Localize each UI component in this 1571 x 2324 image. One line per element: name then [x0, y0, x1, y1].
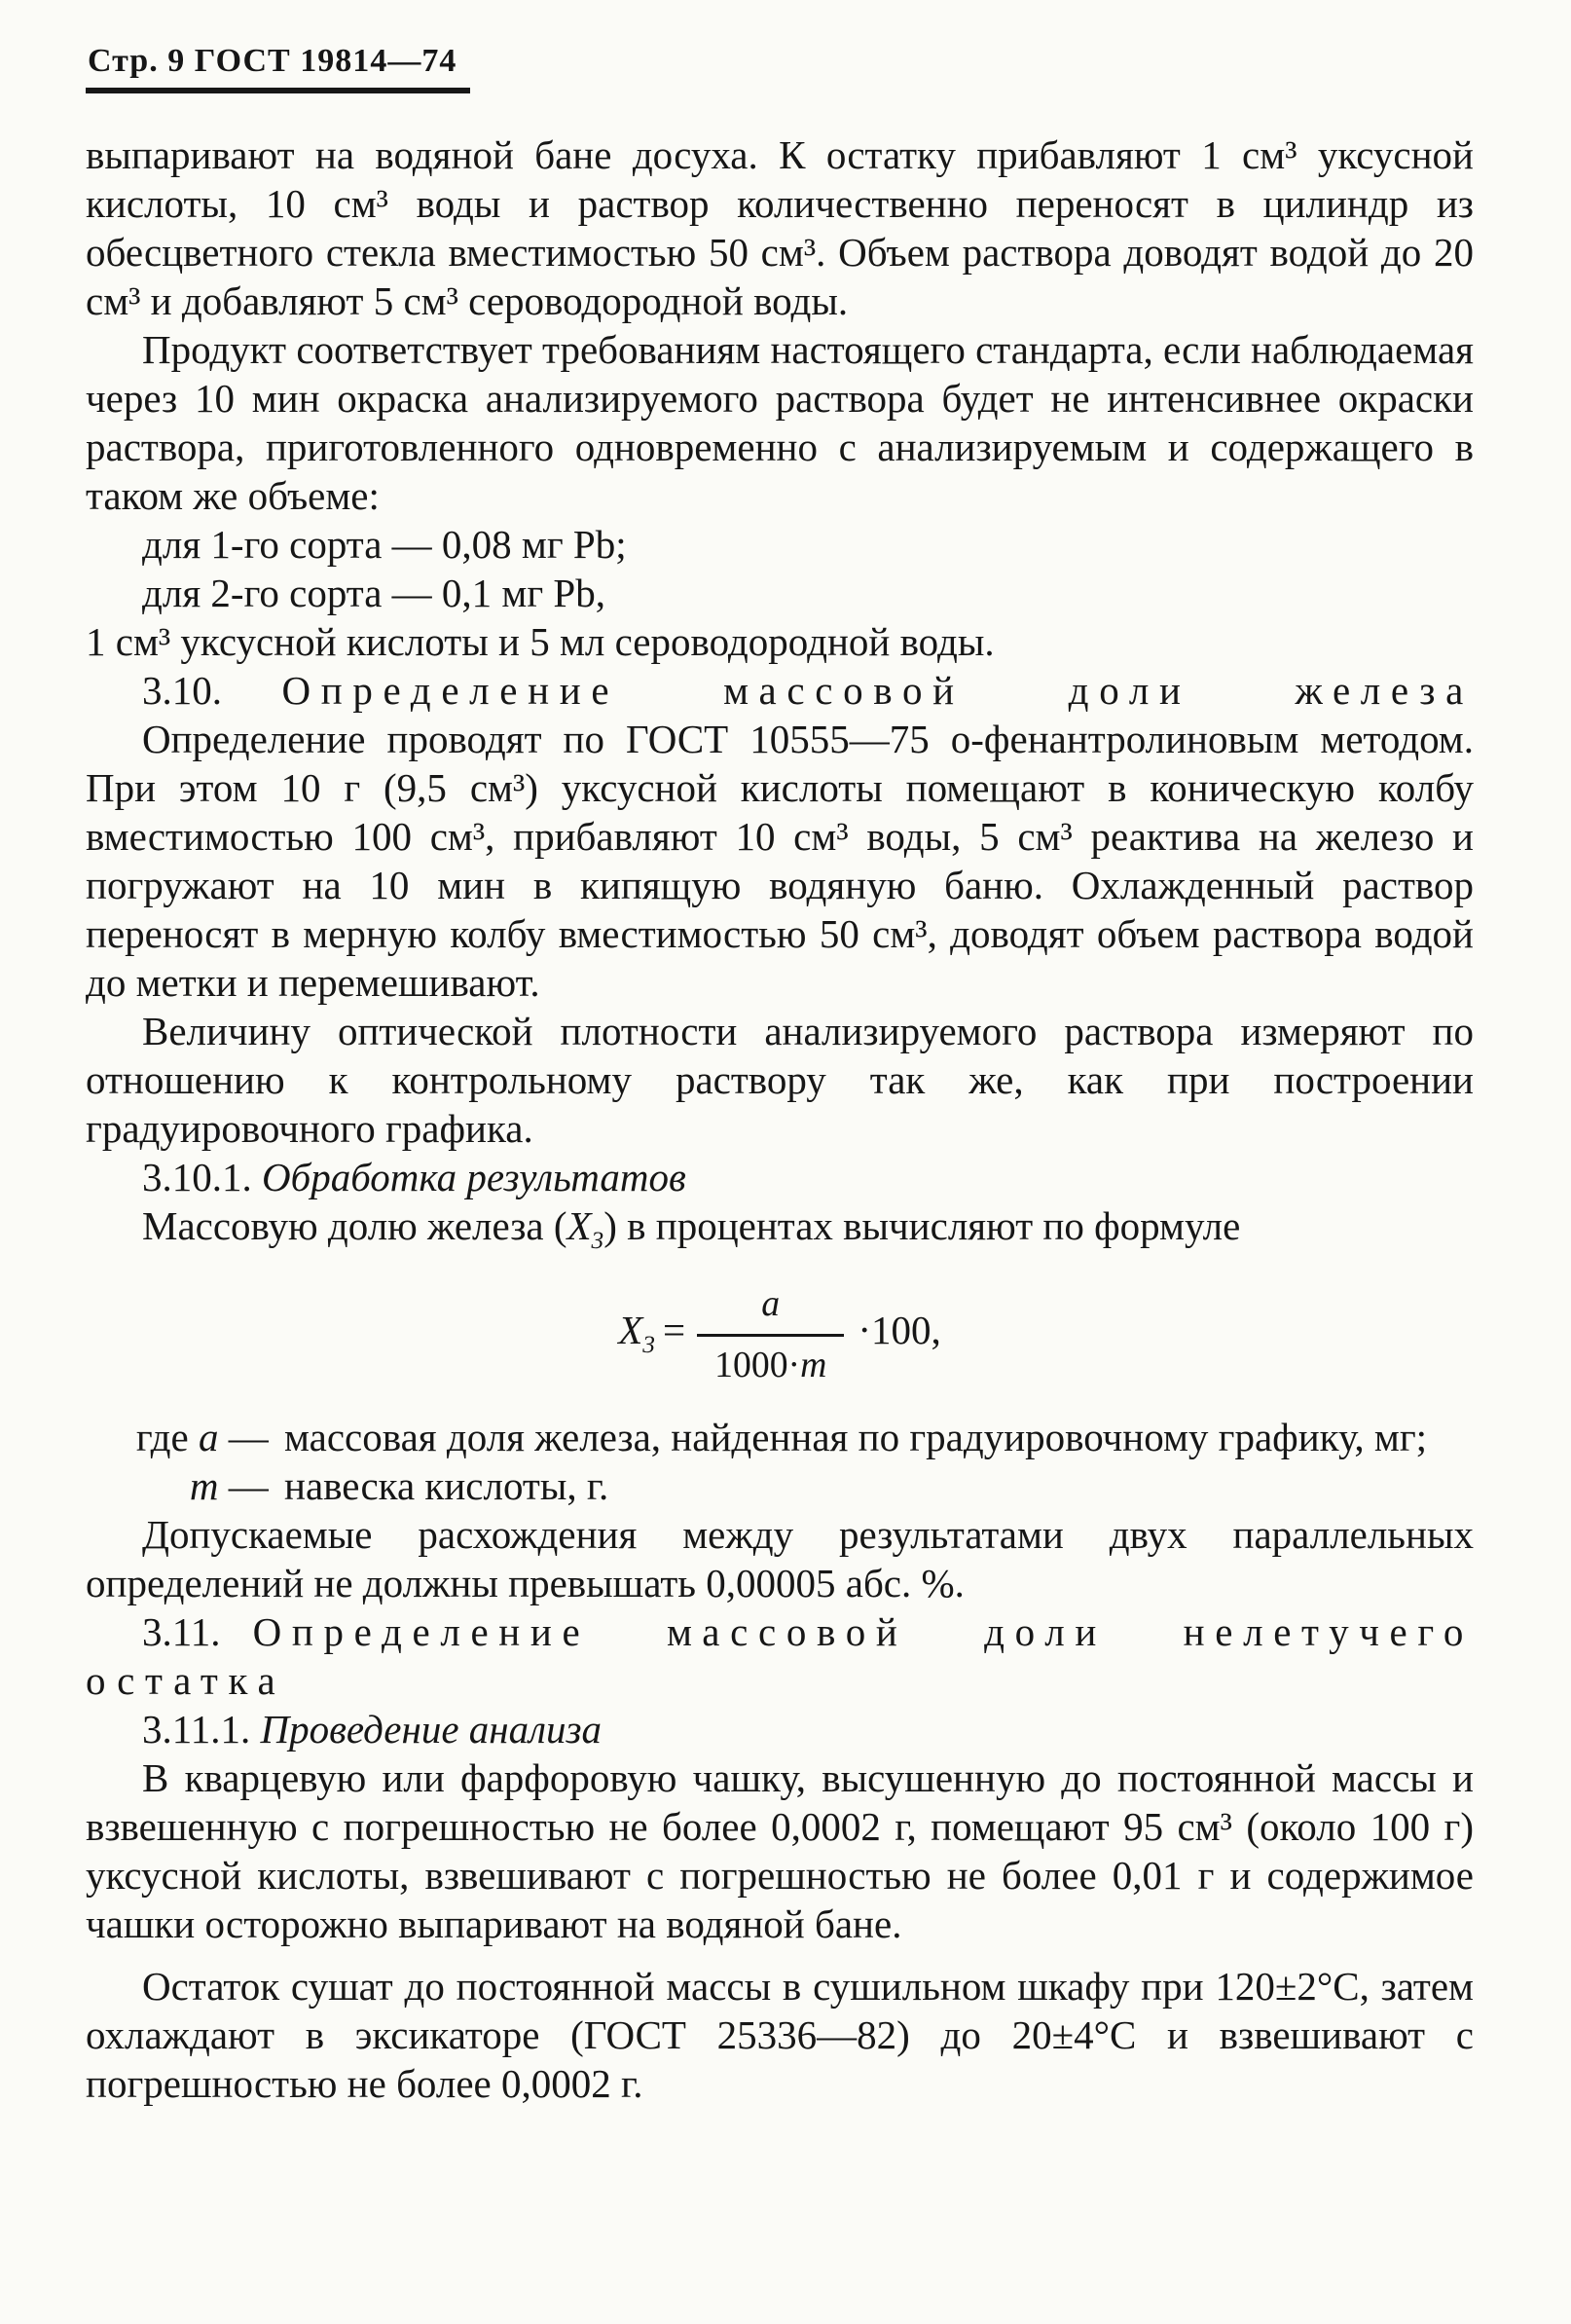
list-item-grade-2: для 2-го сорта — 0,1 мг Pb,: [142, 571, 605, 615]
subsection-number: 3.10.1.: [142, 1155, 252, 1199]
paragraph-product-requirements: Продукт соответствует требованиям настоящего стандарта, если наблюдаемая через 10 мин окраска анализируемого раствора будет не интенсивнее окраски раствора, приготовленного одновременно с анализируемым и содержащего в таком же объеме:: [86, 327, 1474, 518]
formula-multiplier: ·100,: [858, 1307, 941, 1352]
formula-intro-text-tail: ) в процентах вычисляют по формуле: [603, 1203, 1241, 1248]
legend-variable-a: a: [199, 1415, 219, 1459]
legend-term-m: [101, 1461, 278, 1510]
legend-dash: —: [218, 1415, 278, 1459]
page-header: [86, 43, 1474, 93]
legend-dash: —: [218, 1463, 278, 1508]
legend-description-a: массовая доля железа, найденная по градуировочному графику, мг;: [284, 1415, 1428, 1459]
paragraph-allowed-discrepancy: Допускаемые расхождения между результатами двух параллельных определений не должны превышать 0,00005 абс. %.: [86, 1512, 1474, 1605]
paragraph-formula-intro: [86, 1201, 1474, 1255]
variable-letter: X: [566, 1203, 592, 1248]
legend-where-word: где: [135, 1415, 199, 1459]
paragraph-acid-and-water: 1 см³ уксусной кислоты и 5 мл сероводородной воды.: [86, 619, 995, 664]
subsection-heading-3-10-1: [86, 1153, 1474, 1201]
paragraph-residue-drying: Остаток сушат до постоянной массы в сушильном шкафу при 120±2°С, затем охлаждают в эксикаторе (ГОСТ 25336—82) до 20±4°С и взвешивают с погрешностью не более 0,0002 г.: [86, 1964, 1474, 2106]
subsection-heading-3-11-1: [86, 1705, 1474, 1753]
subsection-number: 3.11.1.: [142, 1707, 251, 1752]
fraction: [697, 1279, 844, 1389]
paragraph-evaporation: выпаривают на водяной бане досуха. К остатку прибавляют 1 см³ уксусной кислоты, 10 см³ воды и раствор количественно переносят в цилиндр из обесцветного стекла вместимостью 50 см³. Объем раствора доводят водой до 20 см³ и добавляют 5 см³ сероводородной воды.: [86, 132, 1474, 323]
list-item-grade-1: для 1-го сорта — 0,08 мг Pb;: [142, 522, 627, 567]
legend-row-m: [101, 1461, 1474, 1510]
fraction-denominator: [697, 1337, 844, 1389]
formula-intro-text: Массовую долю железа (: [142, 1203, 567, 1248]
section-title: Определение массовой доли железа: [281, 668, 1474, 713]
fraction-numerator: a: [697, 1279, 844, 1337]
denominator-variable: m: [800, 1345, 827, 1385]
legend-description-m: навеска кислоты, г.: [284, 1463, 609, 1508]
page-header-label: Стр. 9 ГОСТ 19814—74: [86, 43, 470, 93]
variable-x3: [566, 1203, 604, 1255]
variable-subscript: 3: [591, 1227, 604, 1255]
formula-variable-subscript: 3: [642, 1331, 655, 1359]
legend-variable-m: m: [189, 1463, 219, 1508]
equals-sign: =: [662, 1307, 686, 1352]
subsection-title: Проведение анализа: [260, 1707, 603, 1752]
formula-variable-letter: X: [618, 1307, 643, 1352]
document-content: [86, 130, 1474, 2108]
subsection-title: Обработка результатов: [262, 1155, 686, 1199]
paragraph-analysis-procedure: В кварцевую или фарфоровую чашку, высушенную до постоянной массы и взвешенную с погрешностью не более 0,0002 г, помещают 95 см³ (около 100 г) уксусной кислоты, взвешивают с погрешностью не более 0,01 г и содержимое чашки осторожно выпаривают на водяной бане.: [86, 1755, 1474, 1946]
formula-lhs-variable: [618, 1307, 655, 1359]
formula-legend: [101, 1413, 1474, 1510]
legend-row-a: [101, 1413, 1474, 1461]
denominator-coefficient: 1000·: [714, 1345, 801, 1385]
section-title: Определение массовой доли нелетучего остатка: [86, 1609, 1474, 1703]
legend-term-a: [101, 1413, 278, 1461]
section-heading-3-10: [86, 666, 1474, 715]
paragraph-iron-determination: Определение проводят по ГОСТ 10555—75 о-фенантролиновым методом. При этом 10 г (9,5 см³) уксусной кислоты помещают в коническую колбу вместимостью 100 см³, прибавляют 10 см³ воды, 5 см³ реактива на железо и погружают на 10 мин в кипящую водяную баню. Охлажденный раствор переносят в мерную колбу вместимостью 50 см³, доводят объем раствора водой до метки и перемешивают.: [86, 717, 1474, 1005]
paragraph-optical-density: Величину оптической плотности анализируемого раствора измеряют по отношению к контрольному раствору так же, как при построении градуировочного графика.: [86, 1009, 1474, 1151]
section-heading-3-11: [86, 1607, 1474, 1705]
formula-x3: [86, 1279, 1474, 1389]
section-number: 3.11.: [142, 1609, 221, 1654]
section-number: 3.10.: [142, 668, 222, 713]
